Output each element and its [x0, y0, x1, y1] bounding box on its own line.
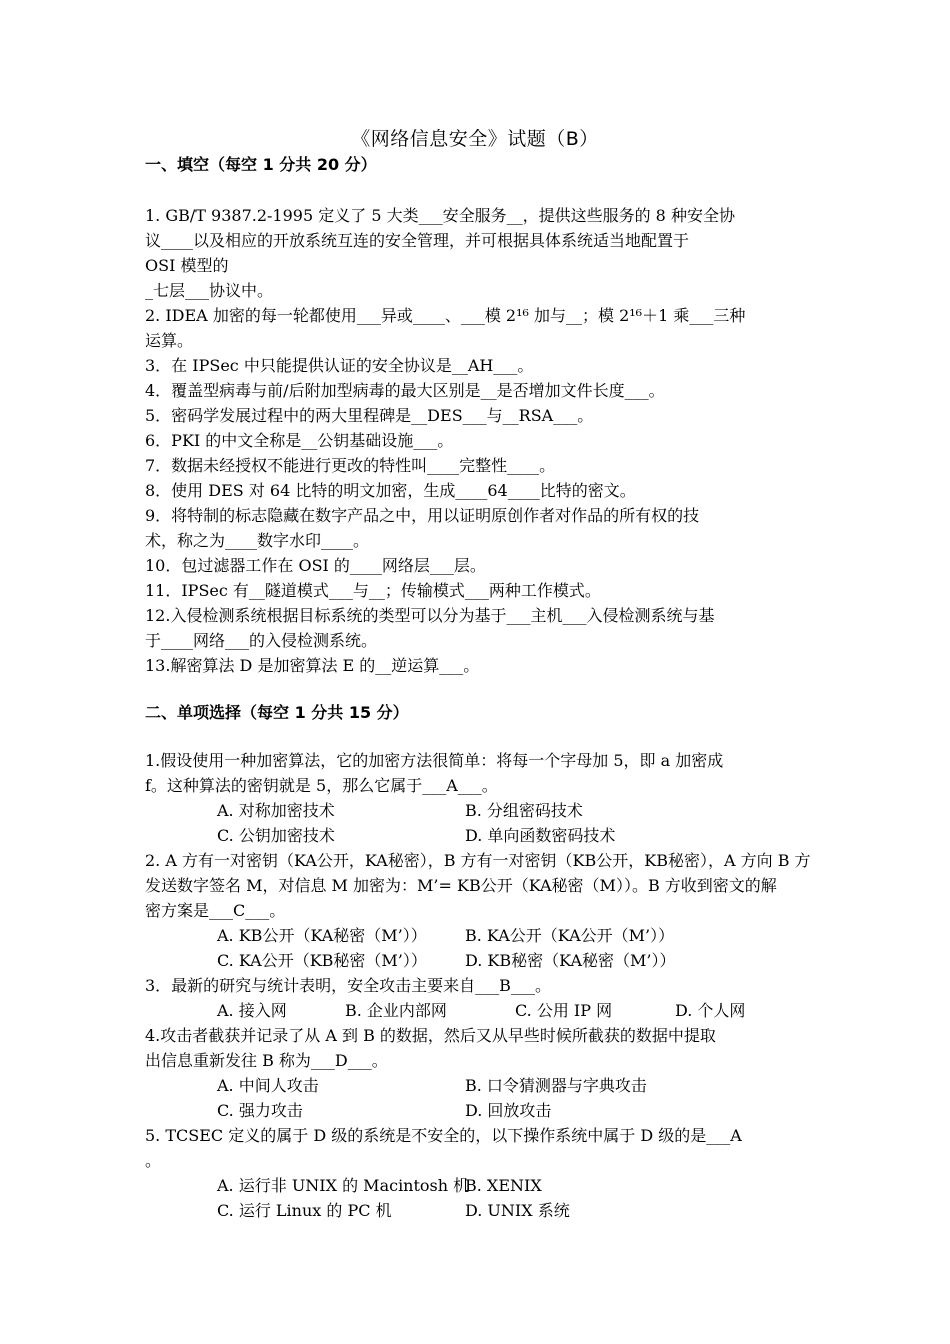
- option-a: A. KB公开（KA秘密（M’））: [217, 926, 427, 945]
- option-row: [145, 923, 810, 948]
- option-row: [145, 998, 810, 1023]
- option-c: C. 运行 Linux 的 PC 机: [217, 1201, 392, 1220]
- option-d: D. 回放攻击: [465, 1101, 552, 1120]
- option-b: B. 口令猜测器与字典攻击: [465, 1076, 647, 1095]
- text-line: 4.攻击者截获并记录了从 A 到 B 的数据，然后又从早些时候所截获的数据中提取: [145, 1026, 716, 1045]
- option-c: C. 强力攻击: [217, 1101, 303, 1120]
- option-row: [145, 1073, 810, 1098]
- fill-blank-questions: [145, 203, 810, 678]
- text-line: 2. A 方有一对密钥（KA公开，KA秘密），B 方有一对密钥（KB公开，KB秘密），A 方向 B 方: [145, 851, 811, 870]
- text-line: 议____以及相应的开放系统互连的安全管理，并可根据具体系统适当地配置于: [145, 231, 690, 250]
- option-a: A. 对称加密技术: [217, 801, 335, 820]
- option-b: B. XENIX: [465, 1176, 542, 1195]
- text-line: 5. TCSEC 定义的属于 D 级的系统是不安全的，以下操作系统中属于 D 级的是___A: [145, 1126, 742, 1145]
- text-line: 4．覆盖型病毒与前/后附加型病毒的最大区别是__是否增加文件长度___。: [145, 381, 665, 400]
- text-line: 13.解密算法 D 是加密算法 E 的__逆运算___。: [145, 656, 480, 675]
- text-line: 7．数据未经授权不能进行更改的特性叫____完整性____。: [145, 456, 556, 475]
- option-a: A. 接入网: [217, 1001, 287, 1020]
- text-line: 密方案是___C___。: [145, 901, 286, 920]
- option-c: C. 公钥加密技术: [217, 826, 335, 845]
- section-heading-fill-blank: 一、填空（每空 1 分共 20 分）: [145, 155, 377, 174]
- option-row: [145, 1198, 810, 1223]
- text-line: 6．PKI 的中文全称是__公钥基础设施___。: [145, 431, 454, 450]
- text-line: 11．IPSec 有__隧道模式___与__；传输模式___两种工作模式。: [145, 581, 601, 600]
- text-line: OSI 模型的: [145, 256, 229, 275]
- page-title: 《网络信息安全》试题（B）: [351, 128, 599, 150]
- option-d: D. UNIX 系统: [465, 1201, 570, 1220]
- option-b: B. 企业内部网: [345, 1001, 447, 1020]
- text-line: 。: [145, 1151, 162, 1170]
- option-a: A. 中间人攻击: [217, 1076, 319, 1095]
- text-line: 1.假设使用一种加密算法，它的加密方法很简单：将每一个字母加 5，即 a 加密成: [145, 751, 724, 770]
- text-line: 运算。: [145, 331, 194, 350]
- text-line: 12.入侵检测系统根据目标系统的类型可以分为基于___主机___入侵检测系统与基: [145, 606, 715, 625]
- text-line: 9．将特制的标志隐藏在数字产品之中，用以证明原创作者对作品的所有权的技: [145, 506, 700, 525]
- option-row: [145, 823, 810, 848]
- option-b: B. KA公开（KA公开（M’））: [465, 926, 675, 945]
- text-line: 出信息重新发往 B 称为___D___。: [145, 1051, 388, 1070]
- option-row: [145, 1098, 810, 1123]
- option-row: [145, 1173, 810, 1198]
- text-line: 5．密码学发展过程中的两大里程碑是__DES___与__RSA___。: [145, 406, 594, 425]
- option-row: [145, 798, 810, 823]
- option-d: D. 个人网: [675, 1001, 746, 1020]
- text-line: 1. GB/T 9387.2-1995 定义了 5 大类___安全服务__，提供这些服务的 8 种安全协: [145, 206, 735, 225]
- option-b: B. 分组密码技术: [465, 801, 583, 820]
- option-d: D. KB秘密（KA秘密（M’））: [465, 951, 676, 970]
- option-c: C. 公用 IP 网: [515, 1001, 613, 1020]
- option-a: A. 运行非 UNIX 的 Macintosh 机: [217, 1176, 470, 1195]
- text-line: 于____网络___的入侵检测系统。: [145, 631, 378, 650]
- text-line: f。这种算法的密钥就是 5，那么它属于___A___。: [145, 776, 498, 795]
- text-line: 3．最新的研究与统计表明，安全攻击主要来自___B___。: [145, 976, 551, 995]
- text-line: 8．使用 DES 对 64 比特的明文加密，生成____64____比特的密文。: [145, 481, 636, 500]
- section-heading-single-choice: 二、单项选择（每空 1 分共 15 分）: [145, 703, 409, 722]
- text-line: 发送数字签名 M，对信息 M 加密为：M’= KB公开（KA秘密（M））。B 方收到密文的解: [145, 876, 777, 895]
- text-line: 3．在 IPSec 中只能提供认证的安全协议是__AH___。: [145, 356, 534, 375]
- text-line: 2. IDEA 加密的每一轮都使用___异或____、___模 2¹⁶ 加与__；模 2¹⁶＋1 乘___三种: [145, 306, 746, 325]
- single-choice-questions: [145, 748, 810, 1223]
- text-line: _七层___协议中。: [145, 281, 274, 300]
- option-c: C. KA公开（KB秘密（M’））: [217, 951, 427, 970]
- text-line: 10．包过滤器工作在 OSI 的____网络层___层。: [145, 556, 486, 575]
- text-line: 术，称之为____数字水印____。: [145, 531, 370, 550]
- option-d: D. 单向函数密码技术: [465, 826, 616, 845]
- option-row: [145, 948, 810, 973]
